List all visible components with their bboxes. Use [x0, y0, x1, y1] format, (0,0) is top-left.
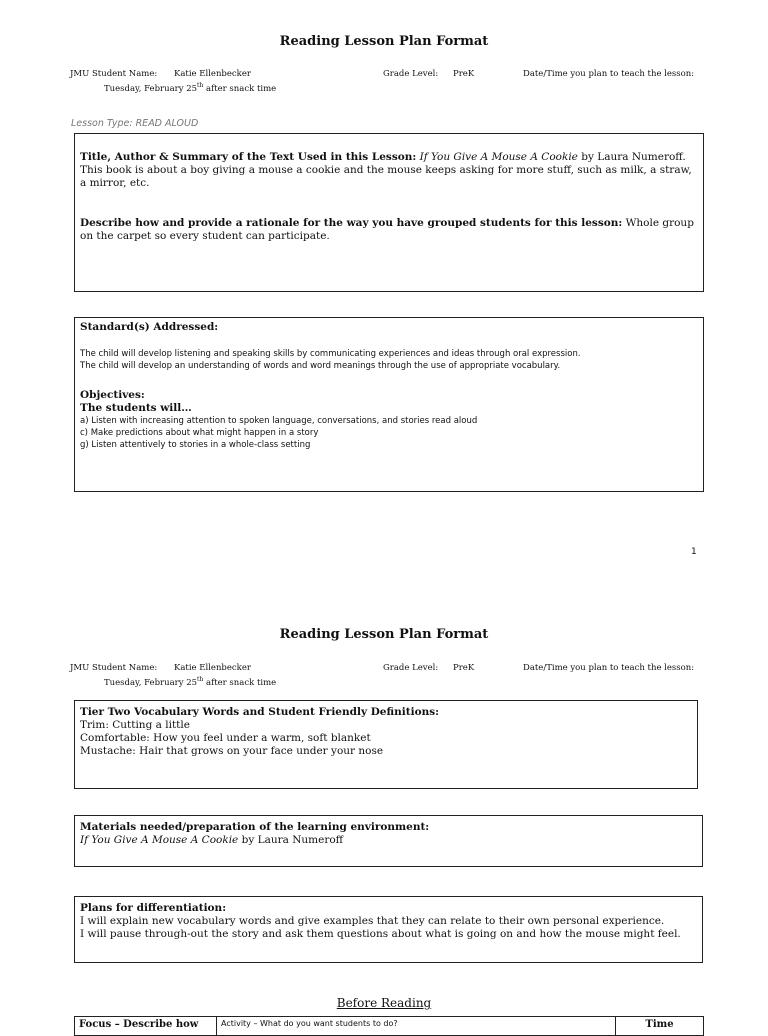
- differentiation-line-2: I will pause through-out the story and ask them questions about what is going on and how the mouse might feel.: [80, 928, 681, 940]
- text-summary: Title, Author & Summary of the Text Used in this Lesson: If You Give A Mouse A Cookie by Laura Numeroff. This book is about a boy giving a mouse a cookie and the mouse keeps asking for more stuff, such as milk, a straw, a mirror, etc.: [80, 151, 692, 189]
- standards-box: [74, 317, 704, 492]
- text-summary-box: [74, 133, 704, 292]
- student-name-label-2: JMU Student Name:: [70, 663, 158, 673]
- materials-label: Materials needed/preparation of the learning environment:: [80, 821, 430, 833]
- objectives-label: Objectives:: [80, 389, 145, 401]
- objective-a: a) Listen with increasing attention to spoken language, conversations, and stories read aloud: [80, 416, 478, 426]
- differentiation-box: [74, 896, 703, 963]
- page-title-2: Reading Lesson Plan Format: [279, 627, 489, 642]
- student-name-label: JMU Student Name:: [70, 69, 158, 79]
- students-will: The students will…: [80, 402, 192, 414]
- before-reading-table: [74, 1016, 704, 1036]
- grade-level-label-2: Grade Level:: [383, 663, 439, 673]
- differentiation-label: Plans for differentiation:: [80, 902, 227, 914]
- table-col-activity: Activity – What do you want students to do?: [217, 1017, 616, 1035]
- date-label: Date/Time you plan to teach the lesson:: [523, 69, 695, 79]
- materials-text: If You Give A Mouse A Cookie by Laura Numeroff: [80, 834, 344, 846]
- differentiation-line-1: I will explain new vocabulary words and give examples that they can relate to their own personal experience.: [80, 915, 665, 927]
- page-number: 1: [691, 547, 697, 557]
- objective-c: c) Make predictions about what might happen in a story: [80, 428, 319, 438]
- lesson-date: Tuesday, February 25th after snack time: [104, 82, 277, 94]
- vocabulary-label: Tier Two Vocabulary Words and Student Friendly Definitions:: [80, 706, 440, 718]
- vocab-word-trim: Trim: Cutting a little: [80, 719, 190, 731]
- grade-level-2: PreK: [453, 663, 475, 673]
- standard-1: The child will develop listening and speaking skills by communicating experiences and ideas through oral expression.: [80, 349, 581, 359]
- student-name: Katie Ellenbecker: [174, 69, 251, 79]
- objective-g: g) Listen attentively to stories in a whole-class setting: [80, 440, 311, 450]
- grouping-rationale: Describe how and provide a rationale for the way you have grouped students for this lesson: Whole group on the carpet so every student can participate.: [80, 217, 694, 242]
- vocab-word-comfortable: Comfortable: How you feel under a warm, soft blanket: [80, 732, 371, 744]
- standards-label: Standard(s) Addressed:: [80, 321, 219, 333]
- date-label-2: Date/Time you plan to teach the lesson:: [523, 663, 695, 673]
- table-col-time: Time: [645, 1019, 674, 1030]
- materials-box: [74, 815, 703, 867]
- vocab-word-mustache: Mustache: Hair that grows on your face under your nose: [80, 745, 384, 757]
- before-reading-heading: Before Reading: [336, 996, 432, 1010]
- table-col-focus: Focus – Describe how: [75, 1017, 217, 1035]
- vocabulary-box: [74, 700, 698, 789]
- page-title: Reading Lesson Plan Format: [279, 34, 489, 49]
- grade-level: PreK: [453, 69, 475, 79]
- student-name-2: Katie Ellenbecker: [174, 663, 251, 673]
- lesson-type: Lesson Type: READ ALOUD: [71, 118, 199, 129]
- lesson-date-2: Tuesday, February 25th after snack time: [104, 676, 277, 688]
- standard-2: The child will develop an understanding of words and word meanings through the use of appropriate vocabulary.: [80, 361, 561, 371]
- grade-level-label: Grade Level:: [383, 69, 439, 79]
